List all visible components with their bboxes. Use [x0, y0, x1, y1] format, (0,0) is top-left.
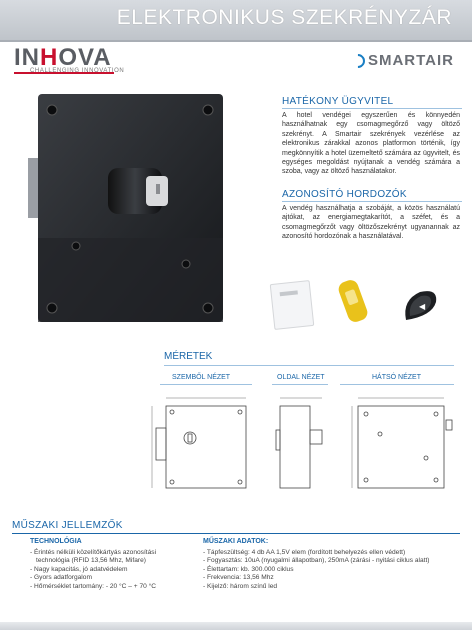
smartair-logo: SMARTAIR — [351, 52, 454, 69]
logo-tagline: CHALLENGING INNOVATION — [30, 68, 125, 74]
rfid-tag-image — [335, 276, 371, 326]
specifications-rule — [12, 533, 460, 534]
list-item: - Fogyasztás: 10uA (nyugalmi állapotban), 250mA (zárási - nyitási ciklus alatt) — [203, 557, 430, 565]
technology-list — [30, 549, 200, 591]
specifications-title: MŰSZAKI JELLEMZŐK — [12, 520, 123, 531]
section-efficient-text: A hotel vendégei egyszerűen és könnyedén használhatnak egy csomagmegőrző vagy öltöző szekrényt. A Smartair szekrények vezérlése az elektronikus zárakkal azonos platformon történik, így megkönnyítik a hotel üzemeltető számára az ügyvitelt, és egységes megoldást nyújtanak a vendég számára a szoba, vagy az öltöző használatakor. — [282, 112, 460, 176]
list-item: - Kijelző: három színű led — [203, 582, 278, 590]
list-item: technológia (RFID 13,56 Mhz, Mifare) — [36, 557, 146, 565]
key-fob-image — [398, 286, 442, 330]
technical-data-list — [203, 549, 465, 591]
header-divider — [0, 40, 472, 42]
list-item: - Érintés nélküli közelítőkártyás azonosítási — [30, 549, 157, 556]
section-id-carriers-text: A vendég használhatja a szobáját, a közös használatú ajtókat, az energiamegtakarítót, a széfet, és a csomagmegőrzőt vagy öltözőszekrényt ugyanannak az azonosító hordozónak a használatával. — [282, 205, 460, 241]
inhova-logo: INHOVA — [14, 44, 112, 71]
section-efficient-rule — [282, 108, 462, 109]
side-view-label: OLDAL NÉZET — [277, 374, 325, 381]
footer-band — [0, 622, 472, 630]
back-view-label: HÁTSÓ NÉZET — [372, 374, 422, 381]
lock-photo — [28, 88, 228, 328]
page-title: ELEKTRONIKUS SZEKRÉNYZÁR — [116, 6, 452, 29]
front-view-rule — [160, 384, 252, 385]
svg-text:◀: ◀ — [419, 302, 426, 311]
section-id-carriers-title: AZONOSÍTÓ HORDOZÓK — [282, 189, 407, 200]
list-item: - Tápfeszültség: 4 db AA 1,5V elem (fordított behelyezés ellen védett) — [203, 549, 406, 556]
front-view-label: SZEMBŐL NÉZET — [172, 374, 231, 381]
technology-title: TECHNOLÓGIA — [30, 538, 82, 545]
list-item: - Frekvencia: 13,56 Mhz — [203, 574, 274, 582]
wireless-icon — [348, 51, 368, 71]
technical-data-title: MŰSZAKI ADATOK: — [203, 538, 269, 545]
side-view-rule — [272, 384, 328, 385]
technical-drawings — [130, 386, 460, 506]
section-efficient-title: HATÉKONY ÜGYVITEL — [282, 96, 394, 107]
back-view-rule — [340, 384, 454, 385]
dimensions-title: MÉRETEK — [164, 351, 213, 362]
list-item: - Gyors adatforgalom — [30, 574, 92, 582]
section-id-carriers-rule — [282, 201, 462, 202]
list-item: - Hőmérséklet tartomány: - 20 °C – + 70 °C — [30, 582, 157, 590]
rfid-card-image — [270, 280, 315, 330]
list-item: - Nagy kapacitás, jó adatvédelem — [30, 565, 128, 573]
list-item: - Élettartam: kb. 300.000 ciklus — [203, 565, 294, 573]
dimensions-rule — [164, 365, 454, 366]
page-header — [0, 0, 472, 40]
